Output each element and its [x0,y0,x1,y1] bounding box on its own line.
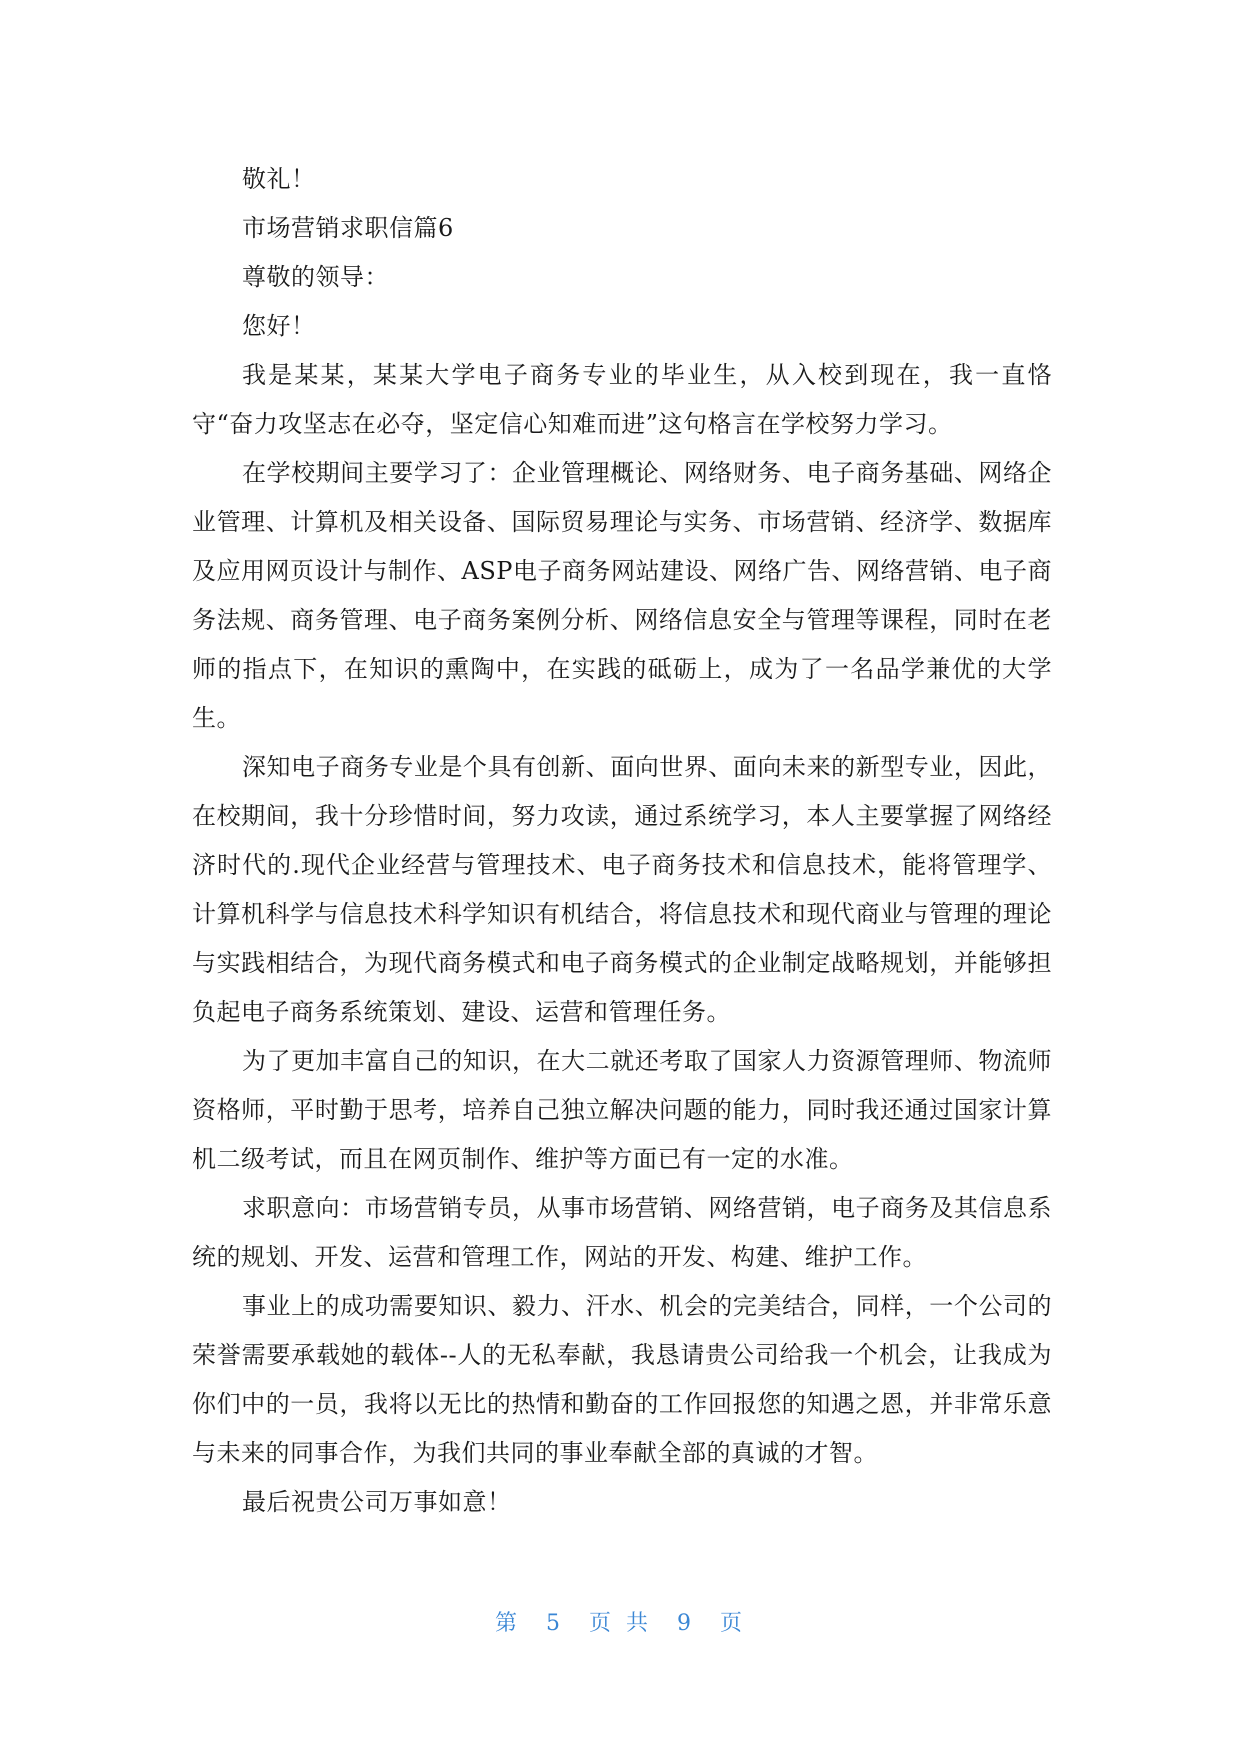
paragraph-certificates: 为了更加丰富自己的知识，在大二就还考取了国家人力资源管理师、物流师资格师，平时勤于思考，培养自己独立解决问题的能力，同时我还通过国家计算机二级考试，而且在网页制作、维护等方面已有一定的水准。 [192,1047,1052,1173]
paragraph-request: 事业上的成功需要知识、毅力、汗水、机会的完美结合，同样，一个公司的荣誉需要承载她的载体--人的无私奉献，我恳请贵公司给我一个机会，让我成为你们中的一员，我将以无比的热情和勤奋的工作回报您的知遇之恩，并非常乐意与未来的同事合作，为我们共同的事业奉献全部的真诚的才智。 [192,1292,1052,1467]
footer-prefix: 第 [494,1611,521,1636]
paragraph-introduction: 我是某某，某某大学电子商务专业的毕业生，从入校到现在，我一直恪守“奋力攻坚志在必夺，坚定信心知难而进”这句格言在学校努力学习。 [192,361,1052,438]
paragraph-major-description: 深知电子商务专业是个具有创新、面向世界、面向未来的新型专业，因此，在校期间，我十分珍惜时间，努力攻读，通过系统学习，本人主要掌握了网络经济时代的.现代企业经营与管理技术、电子商务技术和信息技术，能将管理学、计算机科学与信息技术科学知识有机结合，将信息技术和现代商业与管理的理论与实践相结合，为现代商务模式和电子商务模式的企业制定战略规划，并能够担负起电子商务系统策划、建设、运营和管理任务。 [192,753,1052,1026]
document-body [192,155,1052,1527]
paragraph-closing-salute: 敬礼！ [242,165,316,193]
paragraph-salutation: 尊敬的领导： [242,263,389,291]
paragraph-courses: 在学校期间主要学习了：企业管理概论、网络财务、电子商务基础、网络企业管理、计算机及相关设备、国际贸易理论与实务、市场营销、经济学、数据库及应用网页设计与制作、ASP电子商务网站建设、网络广告、网络营销、电子商务法规、商务管理、电子商务案例分析、网络信息安全与管理等课程，同时在老师的指点下，在知识的熏陶中，在实践的砥砺上，成为了一名品学兼优的大学生。 [192,459,1052,732]
paragraph-section-title: 市场营销求职信篇6 [242,214,454,242]
paragraph-closing-wish: 最后祝贵公司万事如意！ [242,1488,512,1516]
footer-suffix: 页 [720,1611,747,1636]
current-page-number: 5 [546,1611,564,1636]
total-pages-number: 9 [677,1611,695,1636]
paragraph-job-intention: 求职意向：市场营销专员，从事市场营销、网络营销，电子商务及其信息系统的规划、开发、运营和管理工作，网站的开发、构建、维护工作。 [192,1194,1052,1271]
paragraph-greeting: 您好！ [242,312,316,340]
page-number-footer [0,1606,1241,1637]
footer-middle: 页 共 [589,1611,652,1636]
